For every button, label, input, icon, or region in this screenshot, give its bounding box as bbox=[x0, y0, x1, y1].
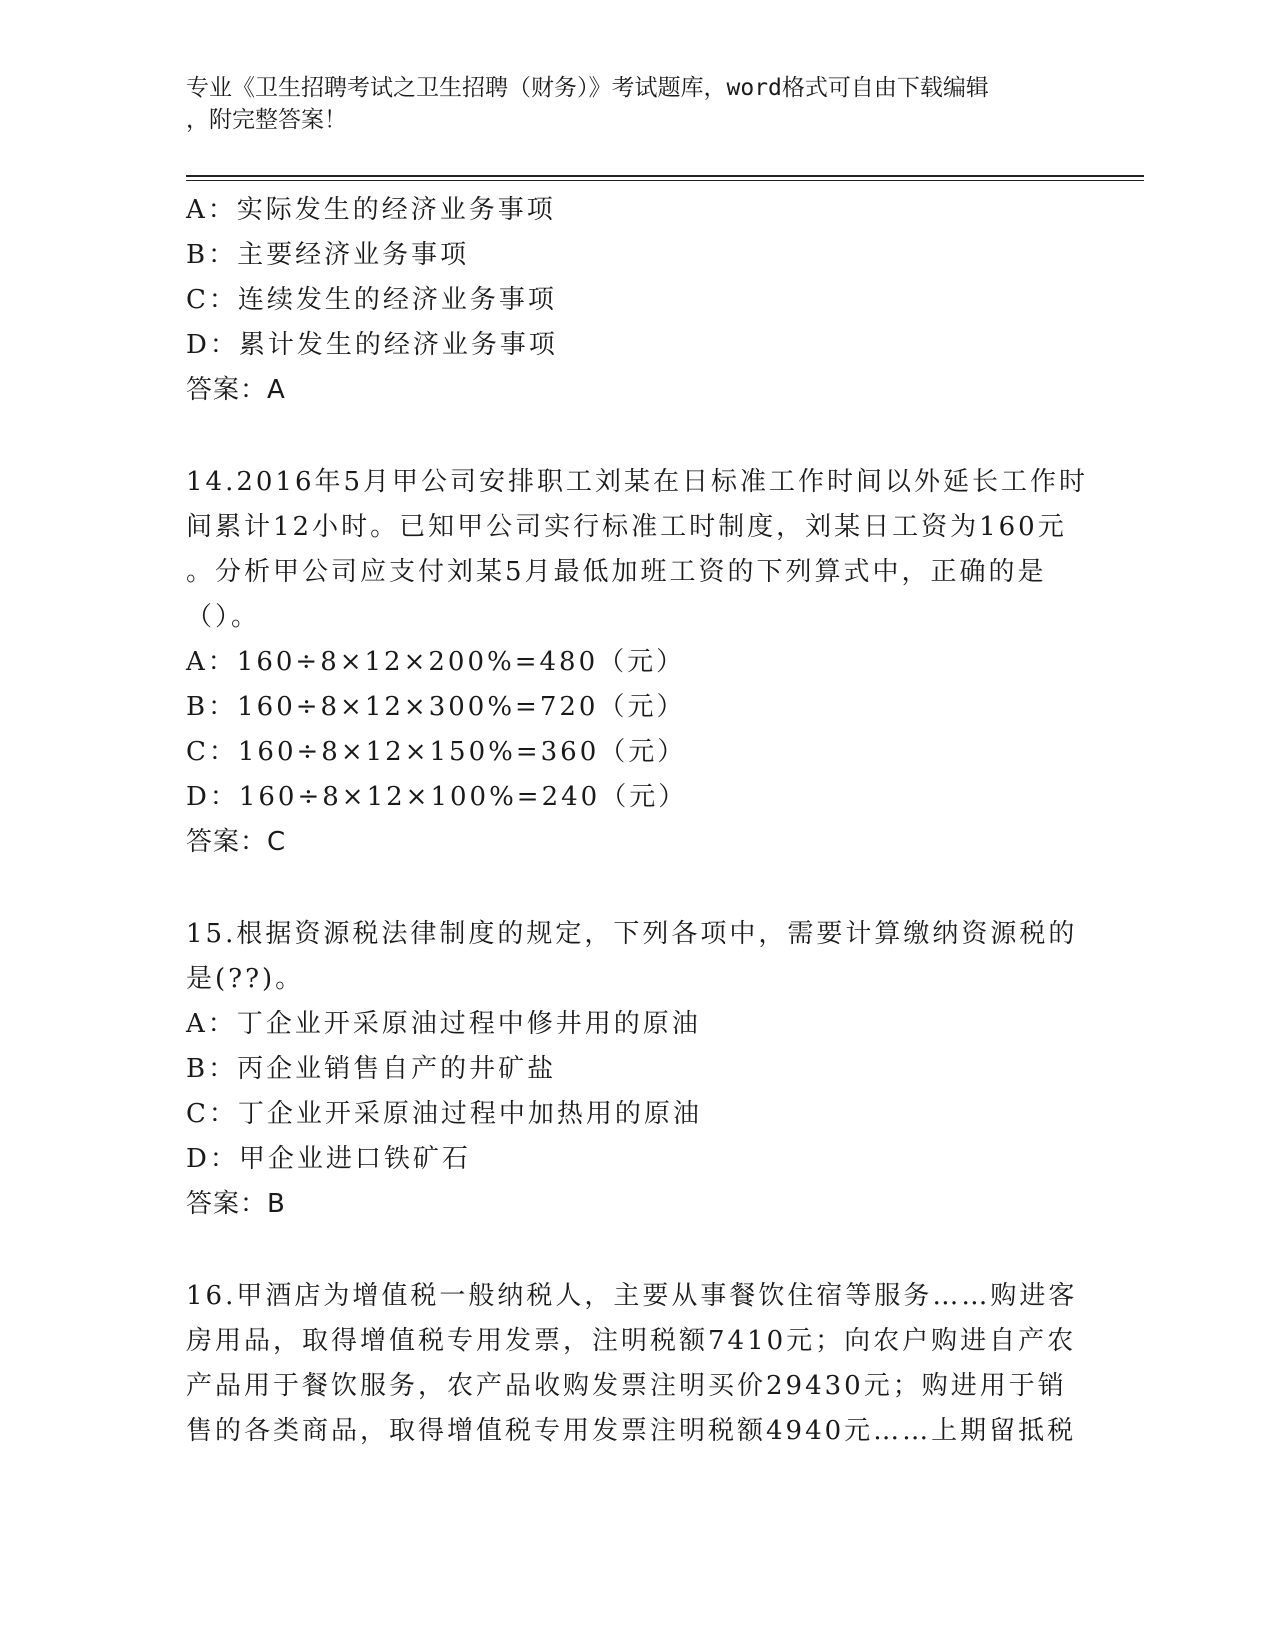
question-13 bbox=[186, 188, 1086, 413]
spacer bbox=[186, 1227, 1086, 1274]
option-d: D：甲企业进口铁矿石 bbox=[186, 1144, 471, 1174]
option-a: A：实际发生的经济业务事项 bbox=[186, 195, 556, 225]
spacer bbox=[186, 865, 1086, 912]
question-text-line: 间累计12小时。已知甲公司实行标准工时制度，刘某日工资为160元 bbox=[186, 512, 1067, 542]
header-divider-thick bbox=[186, 175, 1144, 177]
question-text-line: 房用品，取得增值税专用发票，注明税额7410元；向农户购进自产农 bbox=[186, 1326, 1077, 1356]
question-text-line: 是(??)。 bbox=[186, 964, 305, 994]
header-divider-thin bbox=[186, 180, 1144, 181]
answer-line: 答案：B bbox=[186, 1189, 286, 1219]
question-text-line: 14.2016年5月甲公司安排职工刘某在日标准工作时间以外延长工作时 bbox=[186, 467, 1089, 497]
question-15 bbox=[186, 912, 1086, 1227]
question-text-line: 15.根据资源税法律制度的规定，下列各项中，需要计算缴纳资源税的 bbox=[186, 919, 1078, 949]
spacer bbox=[186, 413, 1086, 460]
option-c: C：160÷8×12×150%=360（元） bbox=[186, 737, 687, 767]
option-d: D：160÷8×12×100%=240（元） bbox=[186, 782, 688, 812]
question-content bbox=[186, 188, 1089, 1454]
question-text-line: 售的各类商品，取得增值税专用发票注明税额4940元……上期留抵税 bbox=[186, 1416, 1077, 1446]
question-14 bbox=[186, 460, 1089, 865]
option-a: A：160÷8×12×200%=480（元） bbox=[186, 647, 686, 677]
option-b: B：丙企业销售自产的井矿盐 bbox=[186, 1054, 557, 1084]
option-c: C：连续发生的经济业务事项 bbox=[186, 285, 557, 315]
option-a: A：丁企业开采原油过程中修井用的原油 bbox=[186, 1009, 701, 1039]
option-b: B：160÷8×12×300%=720（元） bbox=[186, 692, 686, 722]
question-16 bbox=[186, 1274, 1086, 1454]
option-b: B：主要经济业务事项 bbox=[186, 240, 470, 270]
question-text-line: 16.甲酒店为增值税一般纳税人，主要从事餐饮住宿等服务……购进客 bbox=[186, 1281, 1078, 1311]
question-text-line: 产品用于餐饮服务，农产品收购发票注明买价29430元；购进用于销 bbox=[186, 1371, 1067, 1401]
option-d: D：累计发生的经济业务事项 bbox=[186, 330, 558, 360]
answer-line: 答案：A bbox=[186, 375, 286, 405]
header-line-1: 专业《卫生招聘考试之卫生招聘（财务）》考试题库，word格式可自由下载编辑 bbox=[186, 75, 989, 101]
answer-line: 答案：C bbox=[186, 827, 287, 857]
question-text-line: （）。 bbox=[186, 602, 261, 632]
question-text-line: 。分析甲公司应支付刘某5月最低加班工资的下列算式中，正确的是 bbox=[186, 557, 1047, 587]
option-c: C：丁企业开采原油过程中加热用的原油 bbox=[186, 1099, 702, 1129]
header-line-2: ，附完整答案！ bbox=[186, 107, 347, 133]
page-header bbox=[186, 72, 1086, 136]
